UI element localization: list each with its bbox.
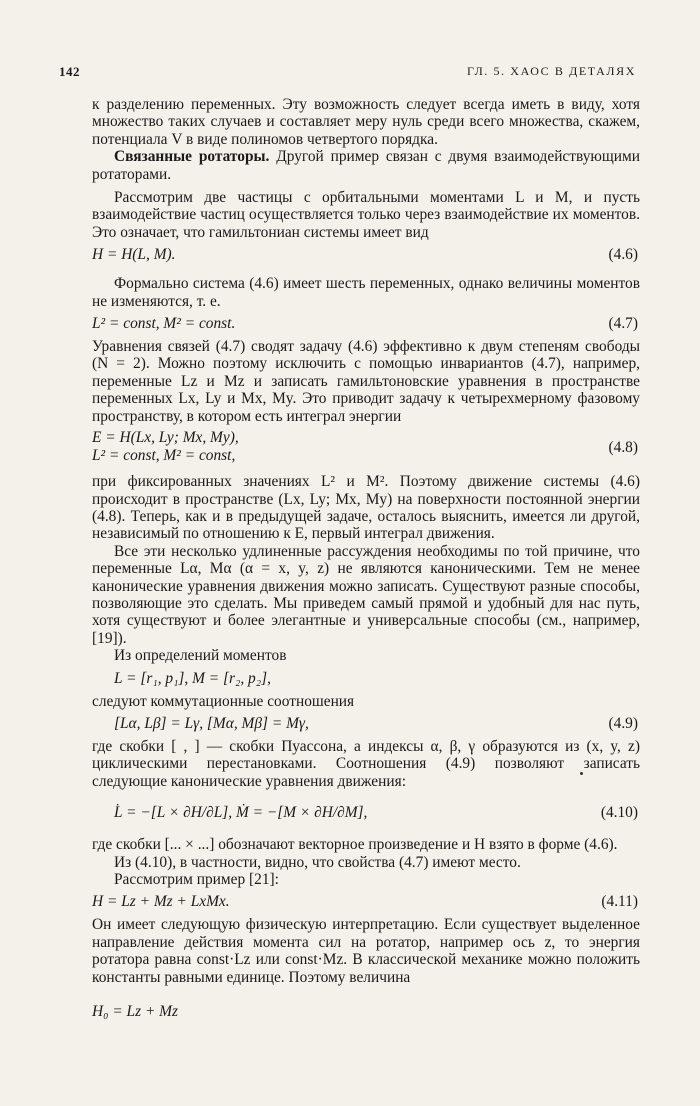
paragraph-9: следуют коммутационные соотношения (92, 692, 355, 710)
section-title: Связанные ротаторы. (114, 148, 270, 166)
paragraph-11: где скобки [... × ...] обозначают векторное произведение и H взято в форме (4.6). (92, 836, 618, 854)
equation-4-10-formula: L̇ = −[L × ∂H/∂L], Ṁ = −[M × ∂H/∂M], (114, 804, 368, 822)
running-header (0, 64, 700, 84)
equation-4-7-number: (4.7) (608, 315, 638, 333)
h0-equation-formula: H₀ = Lz + Mz (92, 1003, 178, 1021)
equation-4-11-formula: H = Lz + Mz + LxMx. (92, 893, 230, 911)
equation-4-6-number: (4.6) (608, 246, 638, 264)
equation-4-8-number: (4.8) (608, 439, 638, 457)
paragraph-10: где скобки [ , ] — скобки Пуассона, а индексы α, β, γ образуются из (x, y, z) циклическими перестановками. Соотношения (4.9) позволяют записать следующие канонические уравнения движения: (92, 737, 640, 790)
paragraph-3: Рассмотрим две частицы с орбитальными моментами L и M, и пусть взаимодействие частиц осуществляется только через взаимодействие их моментов. Это означает, что гамильтониан системы имеет вид (92, 189, 640, 241)
equation-4-10 (92, 794, 640, 832)
paragraph-2 (92, 148, 640, 183)
page-body (92, 96, 640, 1026)
paragraph-2-text: Другой пример связан с двумя взаимодействующими ротаторами. (92, 148, 640, 183)
paragraph-1: к разделению переменных. Эту возможность следует всегда иметь в виду, хотя множество таких случаев и составляет меру нуль среди всего множества, скажем, потенциала V в виде полиномов четвертого порядка. (92, 96, 640, 148)
chapter-title: ГЛ. 5. ХАОС В ДЕТАЛЯХ (466, 64, 636, 78)
paragraph-8: Из определений моментов (114, 647, 287, 665)
equation-4-9-formula: [Lα, Lβ] = Lγ, [Mα, Mβ] = Mγ, (114, 714, 309, 732)
moments-definition-formula: L = [r₁, p₁], M = [r₂, p₂], (114, 669, 271, 687)
paragraph-4: Формально система (4.6) имеет шесть переменных, однако величины моментов не изменяются, т. е. (92, 275, 640, 310)
equation-4-6-formula: H = H(L, M). (92, 246, 176, 264)
paragraph-6: при фиксированных значениях L² и M². Поэтому движение системы (4.6) происходит в пространстве (Lx, Ly; Mx, My) на поверхности постоянной энергии (4.8). Теперь, как и в предыдущей задаче, осталось выяснить, имеется ли другой, независимый по отношению к E, первый интеграл движения. (92, 473, 640, 543)
h0-equation (92, 1000, 640, 1024)
paragraph-14: Он имеет следующую физическую интерпретацию. Если существует выделенное направление действия момента сил на ротатор, например ось z, то энергия ротатора равна const·Lz или const·Mz. В классической механике можно положить константы равными единице. Поэтому величина (92, 916, 640, 986)
equation-4-7-formula: L² = const, M² = const. (92, 315, 236, 333)
moments-definition (92, 667, 640, 691)
equation-4-9 (92, 712, 640, 736)
paragraph-7: Все эти несколько удлиненные рассуждения необходимы по той причине, что переменные Lα, Mα (α = x, y, z) не являются каноническими. Тем не менее канонические уравнения движения можно записать. Существуют разные способы, позволяющие это сделать. Мы приведем самый прямой и удобный для нас путь, хотя существуют и более элегантные и универсальные способы (см., например, [19]). (92, 542, 640, 647)
paragraph-12: Из (4.10), в частности, видно, что свойства (4.7) имеют место. (114, 853, 521, 871)
print-speck (580, 772, 583, 775)
equation-4-6 (92, 243, 640, 267)
equation-4-7 (92, 312, 640, 336)
equation-4-11 (92, 890, 640, 914)
paragraph-5: Уравнения связей (4.7) сводят задачу (4.6) эффективно к двум степеням свободы (N = 2). Можно поэтому исключить с помощью инвариантов (4.7), например, переменные Lz и Mz и записать гамильтоновские уравнения в пространстве переменных Lx, Ly и Mx, My. Это приводит задачу к четырехмерному фазовому пространству, в котором есть интеграл энергии (92, 338, 640, 425)
equation-4-11-number: (4.11) (601, 893, 638, 911)
equation-4-8 (92, 429, 640, 469)
paragraph-13: Рассмотрим пример [21]: (114, 871, 279, 888)
equation-4-8-line-2: L² = const, M² = const, (92, 447, 236, 465)
equation-4-8-line-1: E = H(Lx, Ly; Mx, My), (92, 429, 239, 447)
equation-4-9-number: (4.9) (608, 714, 638, 732)
page-number: 142 (59, 64, 80, 79)
equation-4-10-number: (4.10) (600, 804, 638, 822)
